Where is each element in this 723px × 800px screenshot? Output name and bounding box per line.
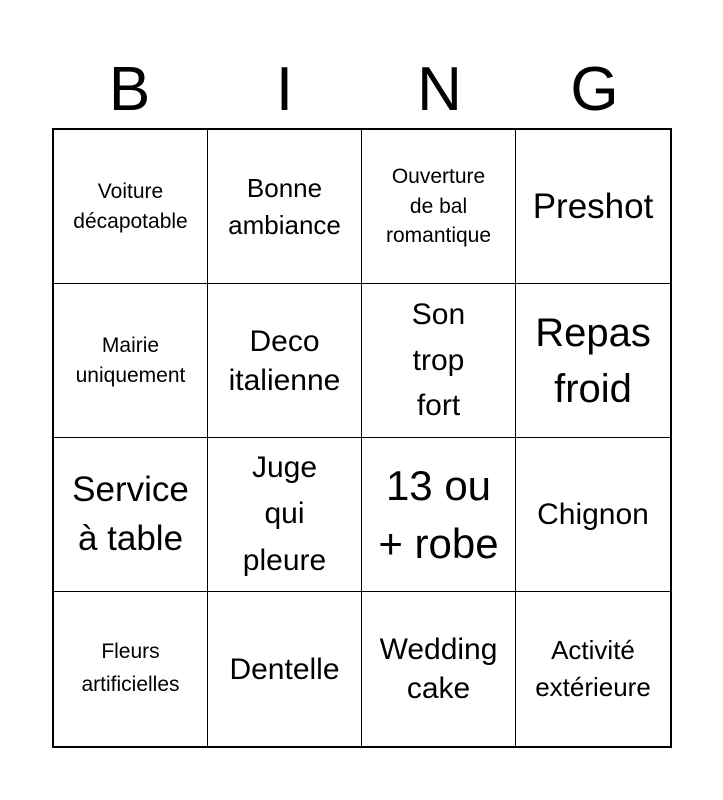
cell-text: Deco italienne — [228, 324, 341, 397]
bingo-cell[interactable] — [362, 130, 516, 284]
bingo-cell[interactable] — [208, 284, 362, 438]
bingo-cell[interactable] — [516, 592, 670, 746]
bingo-cell[interactable] — [208, 592, 362, 746]
cell-text: Juge qui pleure — [242, 450, 327, 577]
bingo-cell[interactable] — [362, 592, 516, 746]
bingo-cell[interactable] — [54, 130, 208, 284]
header-letter-n: N — [417, 55, 462, 124]
bingo-cell[interactable] — [54, 438, 208, 592]
bingo-cell[interactable] — [516, 130, 670, 284]
bingo-cell[interactable] — [54, 592, 208, 746]
cell-text: Ouverture de bal romantique — [385, 165, 492, 248]
cell-text: Son trop fort — [411, 298, 466, 423]
cell-text: Voiture décapotable — [73, 180, 188, 233]
bingo-cell[interactable] — [516, 438, 670, 592]
bingo-cell[interactable] — [362, 438, 516, 592]
header-letter-b: B — [108, 55, 151, 124]
bingo-cell[interactable] — [208, 130, 362, 284]
cell-text: 13 ou + robe — [378, 462, 499, 567]
bingo-cell[interactable] — [54, 284, 208, 438]
bingo-cell[interactable] — [516, 284, 670, 438]
cell-text: Bonne ambiance — [228, 172, 341, 240]
cell-text: Wedding cake — [379, 633, 498, 705]
bingo-grid — [52, 128, 672, 748]
header-letter-g: G — [570, 55, 619, 124]
header-letter-i: I — [275, 55, 294, 124]
cell-text: Service à table — [72, 470, 189, 558]
cell-text: Activité extérieure — [535, 635, 651, 702]
bingo-cell[interactable] — [208, 438, 362, 592]
bingo-cell[interactable] — [362, 284, 516, 438]
bingo-header — [52, 52, 672, 128]
cell-text: Repas froid — [535, 310, 651, 411]
cell-text: Chignon — [537, 498, 649, 531]
cell-text: Mairie uniquement — [75, 334, 186, 387]
cell-text: Dentelle — [229, 652, 340, 686]
cell-text: Preshot — [532, 186, 654, 226]
cell-text: Fleurs artificielles — [81, 640, 180, 696]
